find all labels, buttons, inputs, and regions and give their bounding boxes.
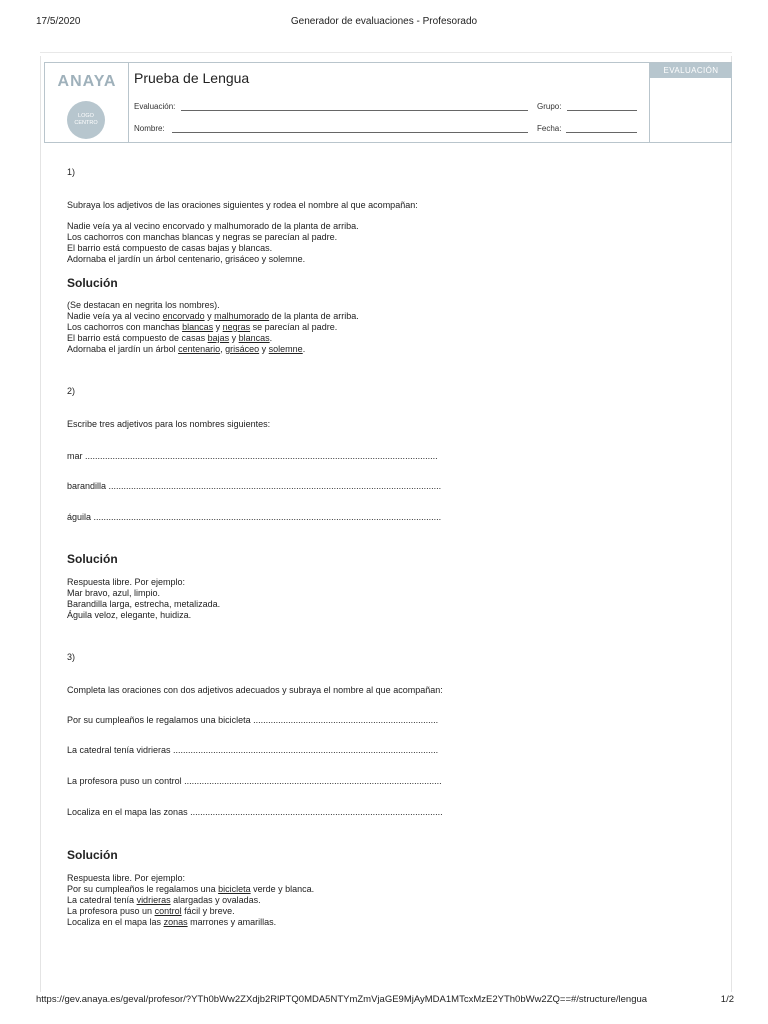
solution-line <box>67 322 337 333</box>
text: . <box>302 344 306 354</box>
grupo-label: Grupo: <box>537 102 562 111</box>
print-page-number: 1/2 <box>720 994 734 1005</box>
text: Localiza en el mapa las <box>67 917 164 927</box>
text: Adornaba el jardín un árbol <box>67 344 179 354</box>
noun: bicicleta <box>218 884 251 894</box>
adjective: centenario <box>178 344 221 354</box>
evaluation-tag: EVALUACIÓN <box>650 63 732 78</box>
text: , <box>220 344 226 354</box>
adjective: blancas <box>238 333 270 343</box>
solution-line: Barandilla larga, estrecha, metalizada. <box>67 599 221 609</box>
nombre-field[interactable] <box>172 132 528 133</box>
text: y <box>204 311 215 321</box>
adjective: encorvado <box>162 311 205 321</box>
solution-line <box>67 333 272 344</box>
adjective: bajas <box>207 333 230 343</box>
evaluacion-label: Evaluación: <box>134 102 176 111</box>
text: Los cachorros con manchas <box>67 322 183 332</box>
noun: zonas <box>163 917 188 927</box>
solution-line: Mar bravo, azul, limpio. <box>67 588 161 598</box>
logo-line-2: CENTRO <box>74 120 98 126</box>
text: de la planta de arriba. <box>269 311 359 321</box>
solution-line <box>67 906 235 917</box>
evaluacion-field[interactable] <box>181 110 528 111</box>
solution-note: (Se destacan en negrita los nombres). <box>67 300 220 310</box>
exercise-1-line: El barrio está compuesto de casas bajas y blancas. <box>67 243 273 253</box>
print-header <box>0 16 768 30</box>
solution-line: Respuesta libre. Por ejemplo: <box>67 577 186 587</box>
text: verde y blanca. <box>250 884 315 894</box>
exercise-1-line: Adornaba el jardín un árbol centenario, grisáceo y solemne. <box>67 254 306 264</box>
text: marrones y amarillas. <box>187 917 277 927</box>
solution-line <box>67 895 261 906</box>
solution-line <box>67 344 305 355</box>
logo-line-1: LOGO <box>78 113 94 119</box>
sheet-top-border <box>40 52 732 53</box>
exercise-2-solution-title: Solución <box>67 552 118 566</box>
sheet <box>40 56 732 992</box>
nombre-label: Nombre: <box>134 124 165 133</box>
evaluation-cell <box>649 63 731 142</box>
fecha-label: Fecha: <box>537 124 562 133</box>
text: y <box>229 333 239 343</box>
solution-line <box>67 311 359 322</box>
exercise-2-item: barandilla ..................................................................................................................................... <box>67 481 442 491</box>
text: y <box>259 344 269 354</box>
text: Nadie veía ya al vecino <box>67 311 163 321</box>
exercise-1-solution-title: Solución <box>67 276 118 290</box>
noun: vidrieras <box>136 895 171 905</box>
text: se parecían al padre. <box>250 322 338 332</box>
adjective: grisáceo <box>225 344 260 354</box>
test-header <box>44 62 732 143</box>
test-title: Prueba de Lengua <box>134 70 250 86</box>
brand-cell <box>45 63 129 142</box>
exercise-1-number: 1) <box>67 167 76 177</box>
text: El barrio está compuesto de casas <box>67 333 208 343</box>
print-title: Generador de evaluaciones - Profesorado <box>290 16 478 27</box>
adjective: solemne <box>268 344 303 354</box>
exercise-3-statement: Completa las oraciones con dos adjetivos adecuados y subraya el nombre al que acompañan: <box>67 685 443 695</box>
text: La catedral tenía <box>67 895 137 905</box>
exercise-3-item: Por su cumpleaños le regalamos una bicicleta .......................................................................... <box>67 715 439 725</box>
exercise-1-line: Los cachorros con manchas blancas y negras se parecían al padre. <box>67 232 338 242</box>
print-url[interactable]: https://gev.anaya.es/geval/profesor/?YTh0bWw2ZXdjb2RlPTQ0MDA5NTYmZmVjaGE9MjAyMDA1MTcxMzE2YTh0bWw2ZQ==#/structure/lengua <box>36 994 648 1005</box>
solution-line <box>67 884 314 895</box>
solution-intro: Respuesta libre. Por ejemplo: <box>67 873 186 883</box>
exercise-2-item: mar ............................................................................................................................................. <box>67 451 438 461</box>
exercise-1-statement: Subraya los adjetivos de las oraciones siguientes y rodea el nombre al que acompañan: <box>67 200 418 210</box>
exercise-2-item: águila ........................................................................................................................................... <box>67 512 442 522</box>
solution-line <box>67 917 276 928</box>
exercise-3-number: 3) <box>67 652 76 662</box>
print-date: 17/5/2020 <box>36 16 81 27</box>
text: y <box>213 322 223 332</box>
exercise-3-solution-title: Solución <box>67 848 118 862</box>
school-logo-placeholder <box>67 101 105 139</box>
print-footer <box>0 994 768 1008</box>
adjective: malhumorado <box>214 311 270 321</box>
text: alargadas y ovaladas. <box>170 895 261 905</box>
fecha-field[interactable] <box>566 132 637 133</box>
exercise-3-item: Localiza en el mapa las zonas ..................................................................................................... <box>67 807 443 817</box>
exercise-2-statement: Escribe tres adjetivos para los nombres siguientes: <box>67 419 271 429</box>
exercise-2-number: 2) <box>67 386 76 396</box>
adjective: blancas <box>182 322 214 332</box>
anaya-logo: ANAYA <box>57 73 117 90</box>
text: fácil y breve. <box>181 906 235 916</box>
grupo-field[interactable] <box>567 110 637 111</box>
text: . <box>269 333 273 343</box>
adjective: negras <box>222 322 251 332</box>
exercise-3-item: La catedral tenía vidrieras .......................................................................................................... <box>67 745 439 755</box>
text: La profesora puso un <box>67 906 155 916</box>
text: Por su cumpleaños le regalamos una <box>67 884 219 894</box>
exercise-1-line: Nadie veía ya al vecino encorvado y malhumorado de la planta de arriba. <box>67 221 359 231</box>
solution-line: Águila veloz, elegante, huidiza. <box>67 610 192 620</box>
noun: control <box>154 906 182 916</box>
exercise-3-item: La profesora puso un control ....................................................................................................... <box>67 776 442 786</box>
